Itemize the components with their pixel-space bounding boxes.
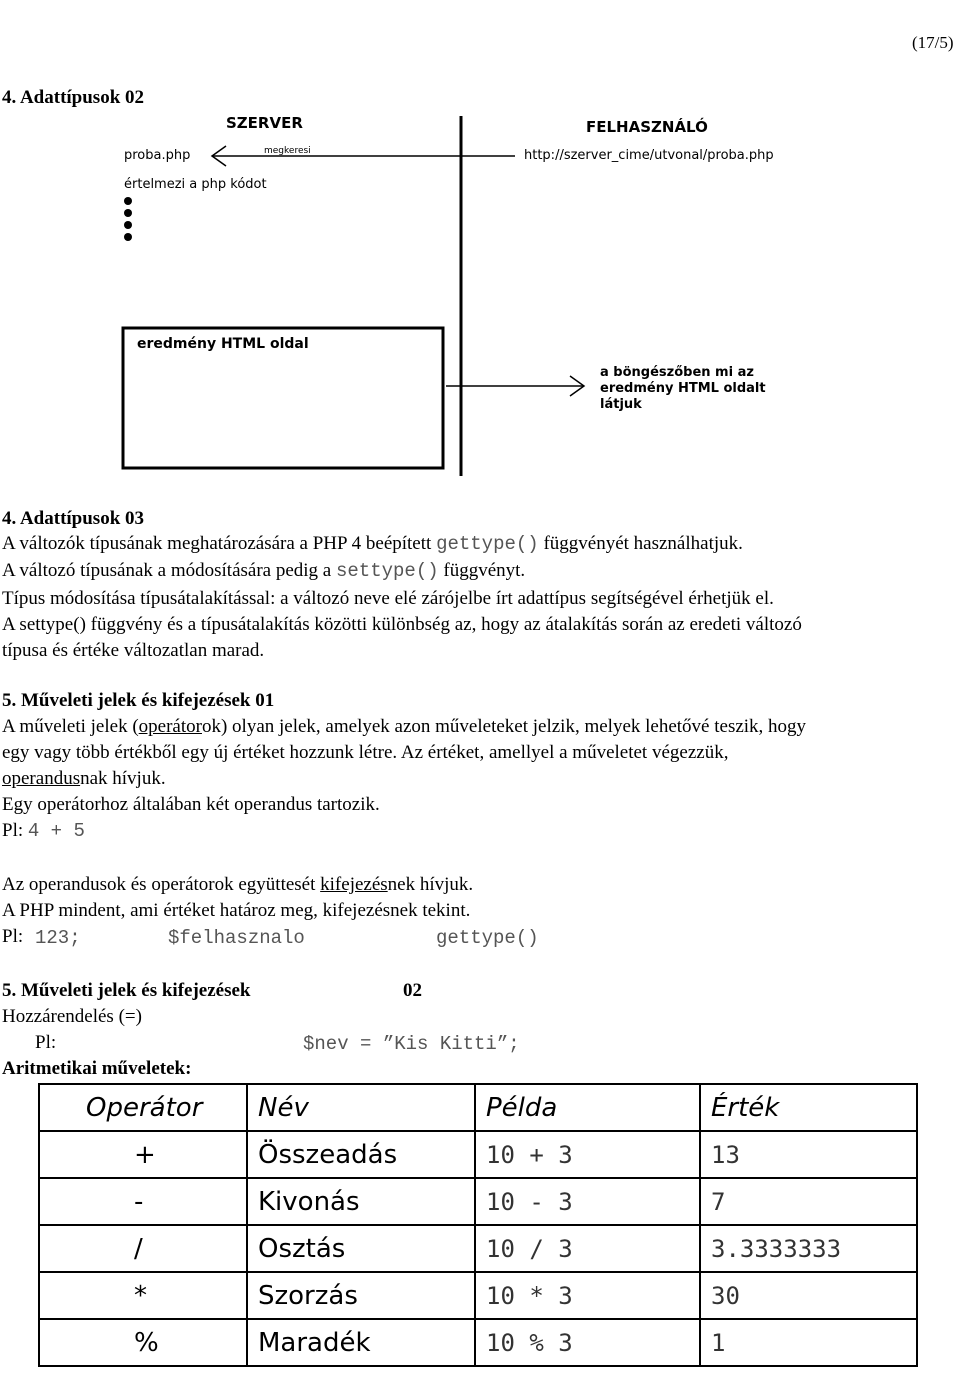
expressions-line-2: A PHP mindent, ami értéket határoz meg, kifejezésnek tekint. (2, 900, 471, 921)
table-cell-example: 10 % 3 (475, 1319, 700, 1366)
expressions-text-b: nek hívjuk. (387, 874, 474, 895)
operators-line-2: egy vagy több értékből egy új értéket hozzunk létre. Az értéket, amellyel a műveletet végezzük, (2, 742, 729, 763)
assignment-label: Hozzárendelés (=) (2, 1006, 142, 1027)
column-header-operator: Operátor (39, 1084, 247, 1131)
paragraph-gettype (2, 533, 743, 555)
paragraph-settype (2, 560, 525, 582)
gettype-text-b: függvényét használhatjuk. (543, 533, 743, 554)
interprets-label: értelmezi a php kódot (124, 177, 267, 192)
section-title-5-01: 5. Műveleti jelek és kifejezések 01 (2, 690, 275, 711)
example-2-code-3: gettype() (436, 927, 539, 949)
section-title-5-02: 5. Műveleti jelek és kifejezések (2, 980, 251, 1001)
table-row (39, 1225, 917, 1272)
url-label: http://szerver_cime/utvonal/proba.php (524, 148, 774, 163)
arithmetic-heading: Aritmetikai műveletek: (2, 1058, 192, 1079)
section-title-4-03: 4. Adattípusok 03 (2, 508, 145, 529)
operators-line-1 (2, 716, 806, 738)
browser-label-3: látjuk (600, 397, 642, 412)
table-cell-name: Összeadás (247, 1131, 475, 1178)
table-cell-operator: % (39, 1319, 247, 1366)
browser-label-1: a böngészőben mi az (600, 365, 754, 380)
table-cell-example: 10 + 3 (475, 1131, 700, 1178)
table-cell-name: Kivonás (247, 1178, 475, 1225)
operators-line-4: Egy operátorhoz általában két operandus tartozik. (2, 794, 380, 815)
operators-text-a: A műveleti jelek ( (2, 716, 139, 737)
page-number: (17/5) (912, 33, 954, 52)
operand-term: operandus (2, 768, 81, 789)
table-row (39, 1178, 917, 1225)
settype-code: settype() (336, 560, 439, 582)
table-cell-value: 1 (700, 1319, 917, 1366)
table-cell-operator: - (39, 1178, 247, 1225)
example-2-code-1: 123; (35, 927, 81, 949)
browser-label-2: eredmény HTML oldalt (600, 381, 766, 396)
gettype-code: gettype() (436, 533, 539, 555)
expression-term: kifejezés (320, 874, 388, 895)
result-label: eredmény HTML oldal (137, 336, 309, 352)
assignment-example-label: Pl: (35, 1032, 57, 1053)
example-1-code: 4 + 5 (27, 820, 85, 842)
table-cell-value: 7 (700, 1178, 917, 1225)
table-row (39, 1272, 917, 1319)
table-cell-name: Osztás (247, 1225, 475, 1272)
table-cell-operator: * (39, 1272, 247, 1319)
paragraph-cast: Típus módosítása típusátalakítással: a változó neve elé zárójelbe írt adattípus segítségével érhetjük el. (2, 588, 774, 609)
column-header-name: Név (247, 1084, 475, 1131)
column-header-example: Példa (475, 1084, 700, 1131)
request-label: megkeresi (264, 146, 311, 156)
table-cell-example: 10 - 3 (475, 1178, 700, 1225)
header-line-1: Andrikó Imre „Internet programozása” c. tárgy előadásain (284, 2, 625, 17)
operator-term: operátor (138, 716, 202, 737)
expressions-text-a: Az operandusok és operátorok együttesét (2, 874, 321, 895)
column-header-value: Érték (700, 1084, 917, 1131)
table-cell-name: Maradék (247, 1319, 475, 1366)
ellipsis-dot-2 (124, 209, 132, 217)
proba-label: proba.php (124, 148, 191, 163)
table-cell-value: 3.3333333 (700, 1225, 917, 1272)
settype-text-b: függvényt. (443, 560, 526, 581)
assignment-example-code: $nev = ”Kis Kitti”; (303, 1033, 520, 1055)
server-label: SZERVER (226, 114, 303, 132)
table-cell-operator: / (39, 1225, 247, 1272)
arithmetic-operators-table (38, 1083, 918, 1367)
operators-text-b: ok) olyan jelek, amelyek azon műveleteket jelzik, melyek lehetővé teszik, hogy (201, 716, 807, 737)
paragraph-difference-2: típusa és értéke változatlan marad. (2, 640, 265, 661)
table-cell-value: 30 (700, 1272, 917, 1319)
table-cell-value: 13 (700, 1131, 917, 1178)
section-title-5-02-num: 02 (403, 980, 422, 1001)
example-2-label: Pl: (2, 926, 24, 947)
example-1-label: Pl: (2, 820, 24, 841)
operators-line-3 (2, 768, 166, 790)
operand-text: nak hívjuk. (80, 768, 166, 789)
table-header-row (39, 1084, 917, 1131)
user-label: FELHASZNÁLÓ (586, 118, 708, 136)
ellipsis-dot-3 (124, 221, 132, 229)
table-row (39, 1319, 917, 1366)
diagram-lines (0, 0, 960, 500)
table-cell-example: 10 * 3 (475, 1272, 700, 1319)
example-2-code-2: $felhasznalo (168, 927, 305, 949)
table-row (39, 1131, 917, 1178)
table-cell-example: 10 / 3 (475, 1225, 700, 1272)
ellipsis-dot-1 (124, 197, 132, 205)
settype-text-a: A változó típusának a módosítására pedig a (2, 560, 332, 581)
paragraph-difference-1: A settype() függvény és a típusátalakítás közötti különbség az, hogy az átalakítás során az eredeti változó (2, 614, 802, 635)
gettype-text-a: A változók típusának meghatározására a PHP 4 beépített (2, 533, 432, 554)
example-1 (2, 820, 85, 842)
table-cell-operator: + (39, 1131, 247, 1178)
header-line-2: bemutatott prezentációjának nyomtatóbarát változata. NYF. 2007. (284, 18, 662, 33)
section-title-4-02: 4. Adattípusok 02 (2, 87, 145, 108)
table-cell-name: Szorzás (247, 1272, 475, 1319)
expressions-line-1 (2, 874, 473, 896)
ellipsis-dot-4 (124, 233, 132, 241)
